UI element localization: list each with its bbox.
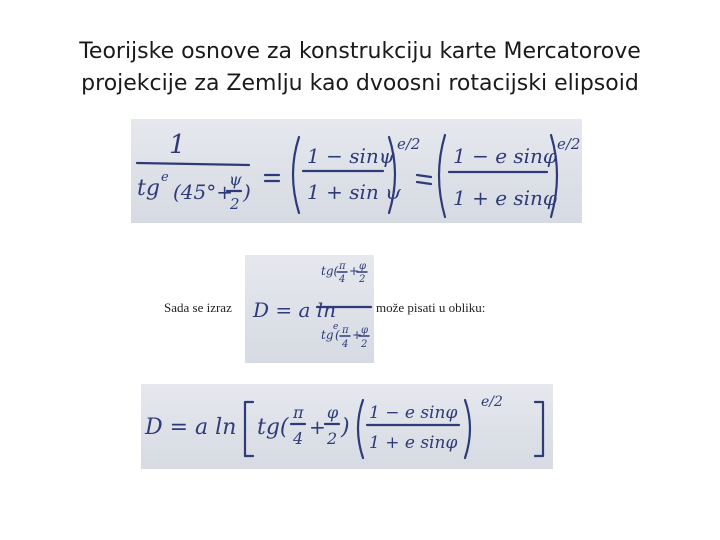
svg-text:(45°+: (45°+ [173, 180, 234, 204]
svg-text:2: 2 [327, 429, 338, 448]
svg-text:tg(: tg( [257, 415, 289, 440]
sentence-after: može pisati u obliku: [376, 300, 486, 315]
svg-text:D = a ln: D = a ln [145, 415, 237, 440]
svg-text:1 + e sinφ: 1 + e sinφ [369, 433, 458, 453]
svg-text:e/2: e/2 [481, 394, 503, 410]
svg-text:tg(: tg( [321, 264, 339, 278]
svg-text:1 − sinψ: 1 − sinψ [307, 144, 395, 168]
svg-text:2: 2 [359, 274, 366, 285]
svg-text:1 − e sinφ: 1 − e sinφ [453, 144, 557, 168]
inline-formula-image [245, 255, 374, 363]
svg-text:e: e [161, 170, 169, 185]
svg-text:4: 4 [342, 339, 349, 350]
equation-1-handwriting [131, 119, 582, 223]
svg-text:4: 4 [293, 429, 304, 448]
svg-text:1 − e sinφ: 1 − e sinφ [369, 403, 458, 423]
inline-formula-handwriting [245, 255, 374, 363]
svg-text:φ: φ [327, 403, 339, 422]
svg-text:1 + sin ψ: 1 + sin ψ [307, 180, 401, 204]
svg-text:ψ: ψ [229, 170, 242, 189]
svg-text:): ) [341, 415, 350, 440]
svg-text:D = a ln: D = a ln [253, 298, 337, 322]
svg-text:+: + [309, 415, 326, 439]
svg-text:φ: φ [361, 325, 369, 336]
svg-text:(: ( [335, 328, 340, 342]
equation-1-image [131, 119, 582, 223]
svg-text:2: 2 [230, 195, 240, 213]
sentence-before: Sada se izraz [164, 300, 232, 315]
svg-text:e/2: e/2 [557, 135, 581, 153]
svg-text:π: π [339, 261, 346, 272]
svg-text:+: + [352, 328, 363, 342]
svg-text:4: 4 [339, 274, 346, 285]
equation-2-handwriting [141, 384, 553, 469]
svg-text:tg: tg [137, 176, 160, 201]
slide-title [20, 36, 700, 100]
svg-text:1 + e sinφ: 1 + e sinφ [453, 186, 557, 210]
title-line-2: projekcije za Zemlju kao dvoosni rotacijski elipsoid [81, 71, 639, 96]
svg-text:2: 2 [361, 339, 368, 350]
svg-text:tg: tg [321, 328, 334, 342]
svg-text:π: π [293, 403, 304, 422]
svg-text:e: e [333, 322, 339, 332]
svg-text:π: π [342, 325, 349, 336]
svg-text:φ: φ [359, 261, 367, 272]
svg-text:e/2: e/2 [397, 135, 421, 153]
title-line-1: Teorijske osnove za konstrukciju karte Mercatorove [79, 39, 641, 64]
svg-text:+: + [349, 264, 360, 278]
eq1-numerator: 1 [169, 130, 186, 160]
svg-text:): ) [243, 180, 251, 204]
equation-2-image [141, 384, 553, 469]
